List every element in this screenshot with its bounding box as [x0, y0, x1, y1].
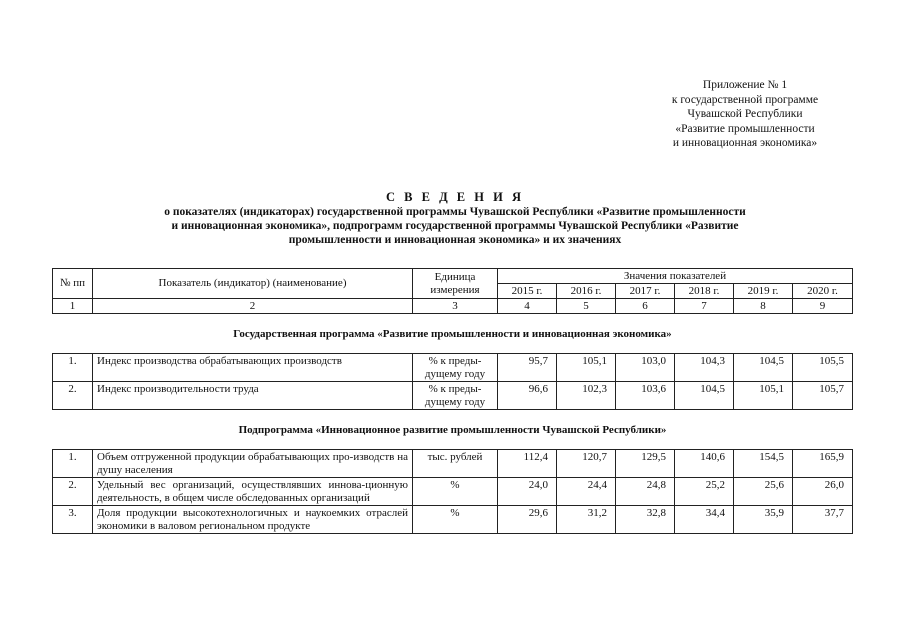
- row-value: 154,5: [734, 450, 793, 478]
- document-subtitle-line: о показателях (индикаторах) государственной программы Чувашской Республики «Развитие промышленности: [164, 206, 746, 218]
- row-value: 34,4: [675, 506, 734, 534]
- row-num: 2.: [53, 478, 93, 506]
- appendix-line: «Развитие промышленности: [675, 122, 815, 135]
- row-unit: %: [413, 506, 498, 534]
- row-value: 105,1: [734, 382, 793, 410]
- column-number: 9: [793, 299, 853, 314]
- row-value: 24,8: [616, 478, 675, 506]
- row-value: 105,1: [557, 354, 616, 382]
- header-year: 2015 г.: [498, 284, 557, 299]
- row-unit: %: [413, 478, 498, 506]
- column-number: 5: [557, 299, 616, 314]
- row-indicator: Объем отгруженной продукции обрабатывающих про-изводств на душу населения: [93, 450, 413, 478]
- header-year: 2020 г.: [793, 284, 853, 299]
- column-number: 7: [675, 299, 734, 314]
- row-value: 120,7: [557, 450, 616, 478]
- header-unit: Единица измерения: [413, 269, 498, 299]
- row-num: 1.: [53, 450, 93, 478]
- appendix-note: [640, 78, 850, 151]
- table-row: [53, 450, 853, 478]
- header-num: № пп: [53, 269, 93, 299]
- row-num: 3.: [53, 506, 93, 534]
- row-value: 29,6: [498, 506, 557, 534]
- column-number: 2: [93, 299, 413, 314]
- row-value: 25,6: [734, 478, 793, 506]
- row-value: 105,7: [793, 382, 853, 410]
- header-year: 2018 г.: [675, 284, 734, 299]
- row-value: 140,6: [675, 450, 734, 478]
- row-value: 95,7: [498, 354, 557, 382]
- row-unit: % к преды-дущему году: [413, 382, 498, 410]
- row-indicator: Индекс производительности труда: [93, 382, 413, 410]
- row-value: 26,0: [793, 478, 853, 506]
- table-row: [53, 382, 853, 410]
- row-indicator: Удельный вес организаций, осуществлявших иннова-ционную деятельность, в общем числе обследованных организаций: [93, 478, 413, 506]
- document-subtitle-line: и инновационная экономика», подпрограмм государственной программы Чувашской Республики «Развитие: [171, 220, 739, 232]
- row-value: 129,5: [616, 450, 675, 478]
- row-value: 165,9: [793, 450, 853, 478]
- row-num: 1.: [53, 354, 93, 382]
- table-row: [53, 478, 853, 506]
- section-title: Государственная программа «Развитие промышленности и инновационная экономика»: [233, 328, 672, 340]
- row-value: 32,8: [616, 506, 675, 534]
- row-unit: % к преды-дущему году: [413, 354, 498, 382]
- document-heading: [90, 190, 820, 247]
- column-number: 1: [53, 299, 93, 314]
- column-number: 6: [616, 299, 675, 314]
- header-year: 2017 г.: [616, 284, 675, 299]
- row-value: 24,0: [498, 478, 557, 506]
- row-value: 104,5: [734, 354, 793, 382]
- row-value: 104,5: [675, 382, 734, 410]
- row-value: 103,0: [616, 354, 675, 382]
- header-indicator: Показатель (индикатор) (наименование): [93, 269, 413, 299]
- row-indicator: Индекс производства обрабатывающих производств: [93, 354, 413, 382]
- header-year: 2019 г.: [734, 284, 793, 299]
- appendix-line: Чувашской Республики: [687, 108, 803, 120]
- row-num: 2.: [53, 382, 93, 410]
- column-number: 4: [498, 299, 557, 314]
- row-unit: тыс. рублей: [413, 450, 498, 478]
- document-title: С В Е Д Е Н И Я: [386, 190, 524, 204]
- row-value: 105,5: [793, 354, 853, 382]
- row-value: 37,7: [793, 506, 853, 534]
- row-value: 104,3: [675, 354, 734, 382]
- section-title: Подпрограмма «Инновационное развитие промышленности Чувашской Республики»: [238, 424, 667, 436]
- row-value: 24,4: [557, 478, 616, 506]
- row-value: 31,2: [557, 506, 616, 534]
- table-row: [53, 506, 853, 534]
- row-indicator: Доля продукции высокотехнологичных и наукоемких отраслей экономики в валовом региональном продукте: [93, 506, 413, 534]
- row-value: 35,9: [734, 506, 793, 534]
- header-year: 2016 г.: [557, 284, 616, 299]
- row-value: 103,6: [616, 382, 675, 410]
- column-number: 8: [734, 299, 793, 314]
- row-value: 102,3: [557, 382, 616, 410]
- row-value: 112,4: [498, 450, 557, 478]
- table-row: [53, 354, 853, 382]
- row-value: 96,6: [498, 382, 557, 410]
- header-values-group: Значения показателей: [498, 269, 853, 284]
- column-number: 3: [413, 299, 498, 314]
- indicators-table: [52, 268, 853, 534]
- appendix-line: Приложение № 1: [702, 79, 788, 91]
- appendix-line: к государственной программе: [671, 93, 819, 106]
- document-subtitle-line: промышленности и инновационная экономика» и их значениях: [288, 234, 622, 246]
- appendix-line: и инновационная экономика»: [672, 137, 818, 149]
- row-value: 25,2: [675, 478, 734, 506]
